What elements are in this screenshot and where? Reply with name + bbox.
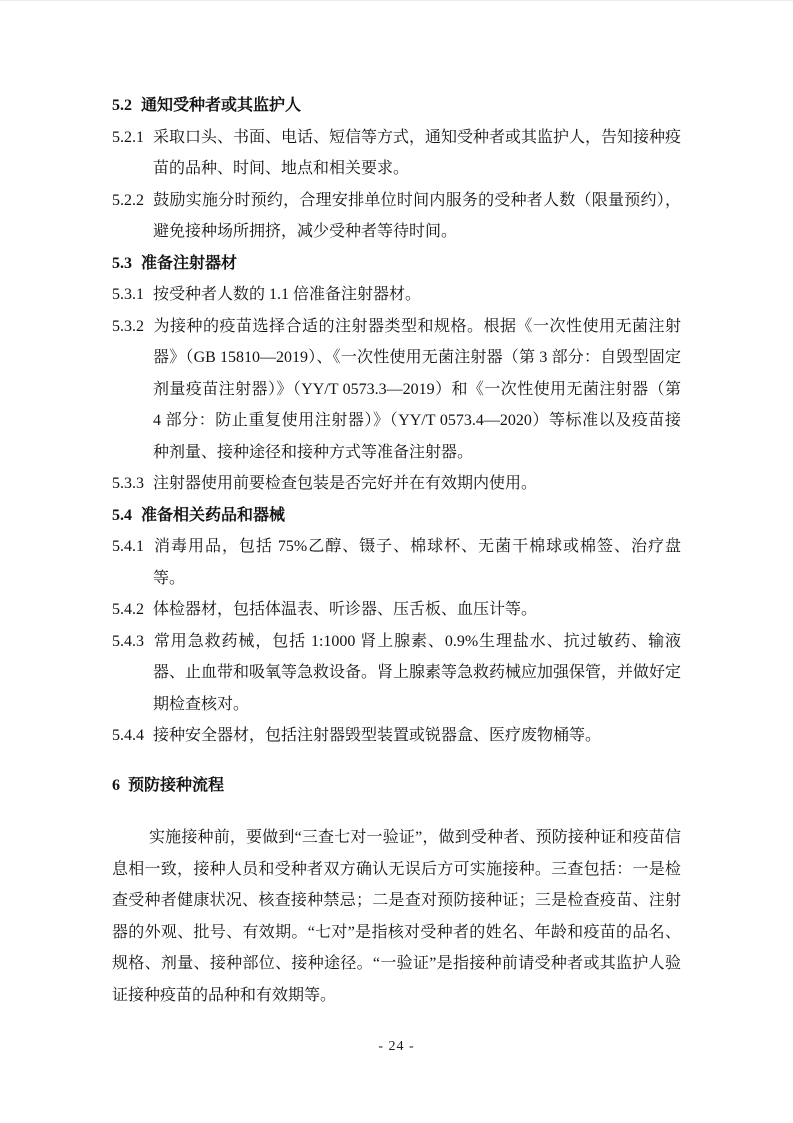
list-item-5-4-2 <box>112 594 681 626</box>
item-text: 采取口头、书面、电话、短信等方式，通知受种者或其监护人，告知接种疫苗的品种、时间、地点和相关要求。 <box>153 128 682 177</box>
page-number: - 24 - <box>378 1039 415 1054</box>
chapter-heading-6 <box>112 770 681 802</box>
item-number: 5.3.1 <box>112 286 144 303</box>
list-item-5-2-1 <box>112 122 681 185</box>
item-number: 5.2.2 <box>112 191 144 209</box>
section-title: 准备注射器材 <box>141 254 238 272</box>
item-text: 按受种者人数的 1.1 倍准备注射器材。 <box>153 286 422 303</box>
chapter-title: 预防接种流程 <box>128 776 225 794</box>
section-heading-5-3 <box>112 248 681 280</box>
section-heading-5-4 <box>112 500 681 532</box>
item-number: 5.2.1 <box>112 128 144 146</box>
item-number: 5.3.3 <box>112 475 144 492</box>
item-text: 接种安全器材，包括注射器毁型装置或锐器盒、医疗废物桶等。 <box>153 727 602 744</box>
section-title: 准备相关药品和器械 <box>141 506 286 524</box>
body-paragraph: 实施接种前，要做到“三查七对一验证”，做到受种者、预防接种证和疫苗信息相一致，接种人员和受种者双方确认无误后方可实施接种。三查包括：一是检查受种者健康状况、核查接种禁忌；二是查对预防接种证；三是检查疫苗、注射器的外观、批号、有效期。“七对”是指核对受种者的姓名、年龄和疫苗的品名、规格、剂量、接种部位、接种途径。“一验证”是指接种前请受种者或其监护人验证接种疫苗的品种和有效期等。 <box>112 829 681 1004</box>
section-number: 5.4 <box>112 506 132 524</box>
item-text: 鼓励实施分时预约，合理安排单位时间内服务的受种者人数（限量预约），避免接种场所拥挤，减少受种者等待时间。 <box>153 191 681 240</box>
document-body <box>112 90 681 1011</box>
item-text: 体检器材，包括体温表、听诊器、压舌板、血压计等。 <box>153 601 538 618</box>
list-item-5-3-1 <box>112 279 681 311</box>
item-number: 5.4.4 <box>112 727 144 744</box>
list-item-5-4-1 <box>112 531 681 594</box>
item-number: 5.4.3 <box>112 632 144 650</box>
chapter-number: 6 <box>112 776 120 794</box>
list-item-5-4-4 <box>112 720 681 752</box>
item-number: 5.3.2 <box>112 317 144 335</box>
item-text: 注射器使用前要检查包装是否完好并在有效期内使用。 <box>153 475 538 492</box>
section-heading-5-2 <box>112 90 681 122</box>
item-text: 消毒用品，包括 75%乙醇、镊子、棉球杯、无菌干棉球或棉签、治疗盘等。 <box>153 538 681 587</box>
item-text: 为接种的疫苗选择合适的注射器类型和规格。根据《一次性使用无菌注射器》（GB 15810—2019）、《一次性使用无菌注射器（第 3 部分：自毁型固定剂量疫苗注射器）》（YY/T 0573.3—2019）和《一次性使用无菌注射器（第 4 部分：防止重复使用注射器）》（YY/T 0573.4—2020）等标准以及疫苗接种剂量、接种途径和接种方式等准备注射器。 <box>153 317 681 461</box>
list-item-5-3-3 <box>112 468 681 500</box>
section-number: 5.2 <box>112 97 132 114</box>
item-number: 5.4.2 <box>112 601 144 618</box>
list-item-5-2-2 <box>112 185 681 248</box>
list-item-5-3-2 <box>112 311 681 469</box>
item-number: 5.4.1 <box>112 538 144 555</box>
section-title: 通知受种者或其监护人 <box>141 97 302 114</box>
list-item-5-4-3 <box>112 626 681 721</box>
section-number: 5.3 <box>112 254 132 272</box>
item-text: 常用急救药械，包括 1:1000 肾上腺素、0.9%生理盐水、抗过敏药、输液器、止血带和吸氧等急救设备。肾上腺素等急救药械应加强保管，并做好定期检查核对。 <box>153 632 682 713</box>
